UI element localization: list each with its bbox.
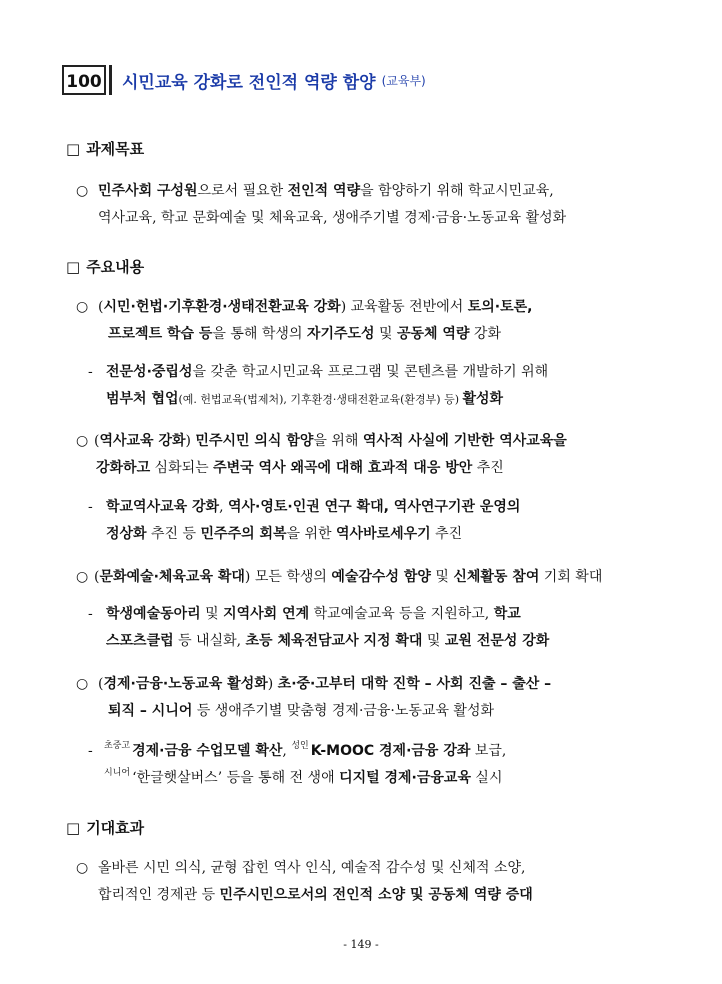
bold-text: 프로젝트 학습 등 [108,326,213,342]
bold-text: 퇴직 – 시니어 [108,703,193,719]
text: 기회 확대 [539,569,603,585]
bold-text: 학생예술동아리 [106,606,201,622]
bold-text: 예술감수성 함양 [331,569,431,585]
superscript-label: 성인 [291,741,309,751]
bold-text: 교원 전문성 강화 [444,633,550,649]
bold-text: 민주사회 구성원 [98,183,198,199]
dash-bullet-icon: - [88,606,93,622]
bold-text: 민주시민으로서의 전인적 소양 및 공동체 역량 증대 [219,887,533,903]
bold-text: 범부처 협업 [106,391,179,407]
text: , [282,743,292,759]
text: 추진 [430,526,463,542]
content-2-detail-2 [106,524,462,544]
text: 추진 [472,460,504,476]
content-1-detail-2 [106,389,503,410]
bold-text: 스포츠클럽 [106,633,174,649]
text: ( [98,299,104,315]
text: 등 내실화, [173,633,246,649]
square-bullet-icon: □ [66,140,81,158]
task-title: 시민교육 강화로 전인적 역량 함양 [122,72,376,93]
circle-bullet-icon: ○ [76,676,89,692]
bold-text: 초·중·고부터 대학 진학 – 사회 진출 – 출산 – [277,676,552,692]
small-text: (예. 헌법교육(법제처), 기후환경·생태전환교육(환경부) 등) [178,393,463,406]
bold-text: 시민·헌법·기후환경·생태전환교육 강화 [103,299,341,315]
bold-text: 강화하고 [96,460,151,476]
content-4-line-2 [108,701,494,721]
section-title: 과제목표 [86,140,145,158]
bold-text: 역사바로세우기 [336,526,431,542]
text: ) [185,433,196,449]
bold-text: 문화예술·체육교육 확대 [99,569,245,585]
text: 추진 등 [146,526,201,542]
text: ( [98,676,104,692]
content-4-line-1 [98,674,551,694]
content-4-detail-2 [104,768,502,790]
circle-bullet-icon: ○ [76,183,89,199]
circle-bullet-icon: ○ [76,433,89,449]
bold-text: 역사·영토·인권 연구 확대, 역사연구기관 운영의 [227,499,521,515]
circle-bullet-icon: ○ [76,860,89,876]
content-1-line-1 [98,297,532,317]
text: 실시 [470,770,503,786]
bold-text: 경제·금융·노동교육 활성화 [103,676,268,692]
content-4-detail-1 [104,741,506,763]
ministry-label: (교육부) [381,73,426,88]
bold-text: 학교역사교육 강화 [106,499,220,515]
superscript-label: 시니어 [104,768,131,778]
text: ‘한글햇살버스’ 등을 통해 전 생애 [132,770,340,786]
content-1-detail-1 [106,362,548,382]
text: 및 [374,326,397,342]
text: ( [94,569,100,585]
section-effect-heading [66,817,144,838]
content-2-line-2 [96,458,504,478]
bold-text: 경제·금융 수업모델 확산 [132,743,283,759]
content-2-detail-1 [106,497,520,517]
text: 보급, [470,743,507,759]
section-title: 기대효과 [86,819,145,837]
content-3-detail-1 [106,604,521,624]
dash-bullet-icon: - [88,364,93,380]
text: 을 통해 학생의 [212,326,307,342]
section-goal-heading [66,138,144,159]
text: 강화 [469,326,501,342]
bold-text: 토의·토론, [467,299,533,315]
circle-bullet-icon: ○ [76,299,89,315]
text: , [219,499,228,515]
content-2-line-1 [94,431,567,451]
bold-text: 초등 체육전담교사 지정 확대 [245,633,423,649]
bold-text: 자기주도성 [306,326,375,342]
task-header [62,65,426,95]
bold-text: 민주주의 회복 [200,526,287,542]
text: ( [94,433,100,449]
bold-text: 전인적 역량 [287,183,361,199]
square-bullet-icon: □ [66,819,81,837]
text: 으로서 필요한 [197,183,288,199]
section-title: 주요내용 [86,258,145,276]
text: 및 [422,633,445,649]
bold-text: K-MOOC 경제·금융 강좌 [310,743,471,759]
effect-line-1: 올바른 시민 의식, 균형 잡힌 역사 인식, 예술적 감수성 및 신체적 소양, [98,860,526,876]
goal-line-1 [98,181,554,201]
bold-text: 정상화 [106,526,147,542]
text: ) [267,676,278,692]
text: ) 교육활동 전반에서 [340,299,468,315]
goal-line-2: 역사교육, 학교 문화예술 및 체육교육, 생애주기별 경제·금융·노동교육 활성화 [98,210,567,226]
bold-text: 공동체 역량 [396,326,470,342]
text: 을 위해 [313,433,363,449]
square-bullet-icon: □ [66,258,81,276]
text: ) 모든 학생의 [244,569,332,585]
text: 을 갖춘 학교시민교육 프로그램 및 콘텐츠를 개발하기 위해 [192,364,549,380]
dash-bullet-icon: - [88,743,93,759]
text: 을 함양하기 위해 학교시민교육, [360,183,554,199]
dash-bullet-icon: - [88,499,93,515]
circle-bullet-icon: ○ [76,569,89,585]
text: 및 [200,606,224,622]
text: 을 위한 [286,526,337,542]
task-number: 100 [62,65,106,95]
bold-text: 역사교육 강화 [99,433,186,449]
header-divider [109,65,112,95]
bold-text: 디지털 경제·금융교육 [339,770,471,786]
text: 등 생애주기별 맞춤형 경제·금융·노동교육 활성화 [192,703,495,719]
text: 학교예술교육 등을 지원하고, [309,606,494,622]
bold-text: 활성화 [462,391,504,407]
section-content-heading [66,256,144,277]
page-number: - 149 - [343,938,379,951]
text: 및 [430,569,454,585]
content-3-detail-2 [106,631,549,651]
text: 합리적인 경제관 등 [98,887,220,903]
bold-text: 민주시민 의식 함양 [195,433,314,449]
content-1-line-2 [108,324,501,344]
text: 심화되는 [150,460,214,476]
bold-text: 학교 [493,606,521,622]
bold-text: 역사적 사실에 기반한 역사교육을 [362,433,567,449]
bold-text: 지역사회 연계 [223,606,310,622]
content-3-line-1 [94,567,602,587]
bold-text: 전문성·중립성 [106,364,193,380]
effect-line-2 [98,885,533,905]
bold-text: 신체활동 참여 [453,569,540,585]
superscript-label: 초중고 [104,741,131,751]
bold-text: 주변국 역사 왜곡에 대해 효과적 대응 방안 [213,460,473,476]
